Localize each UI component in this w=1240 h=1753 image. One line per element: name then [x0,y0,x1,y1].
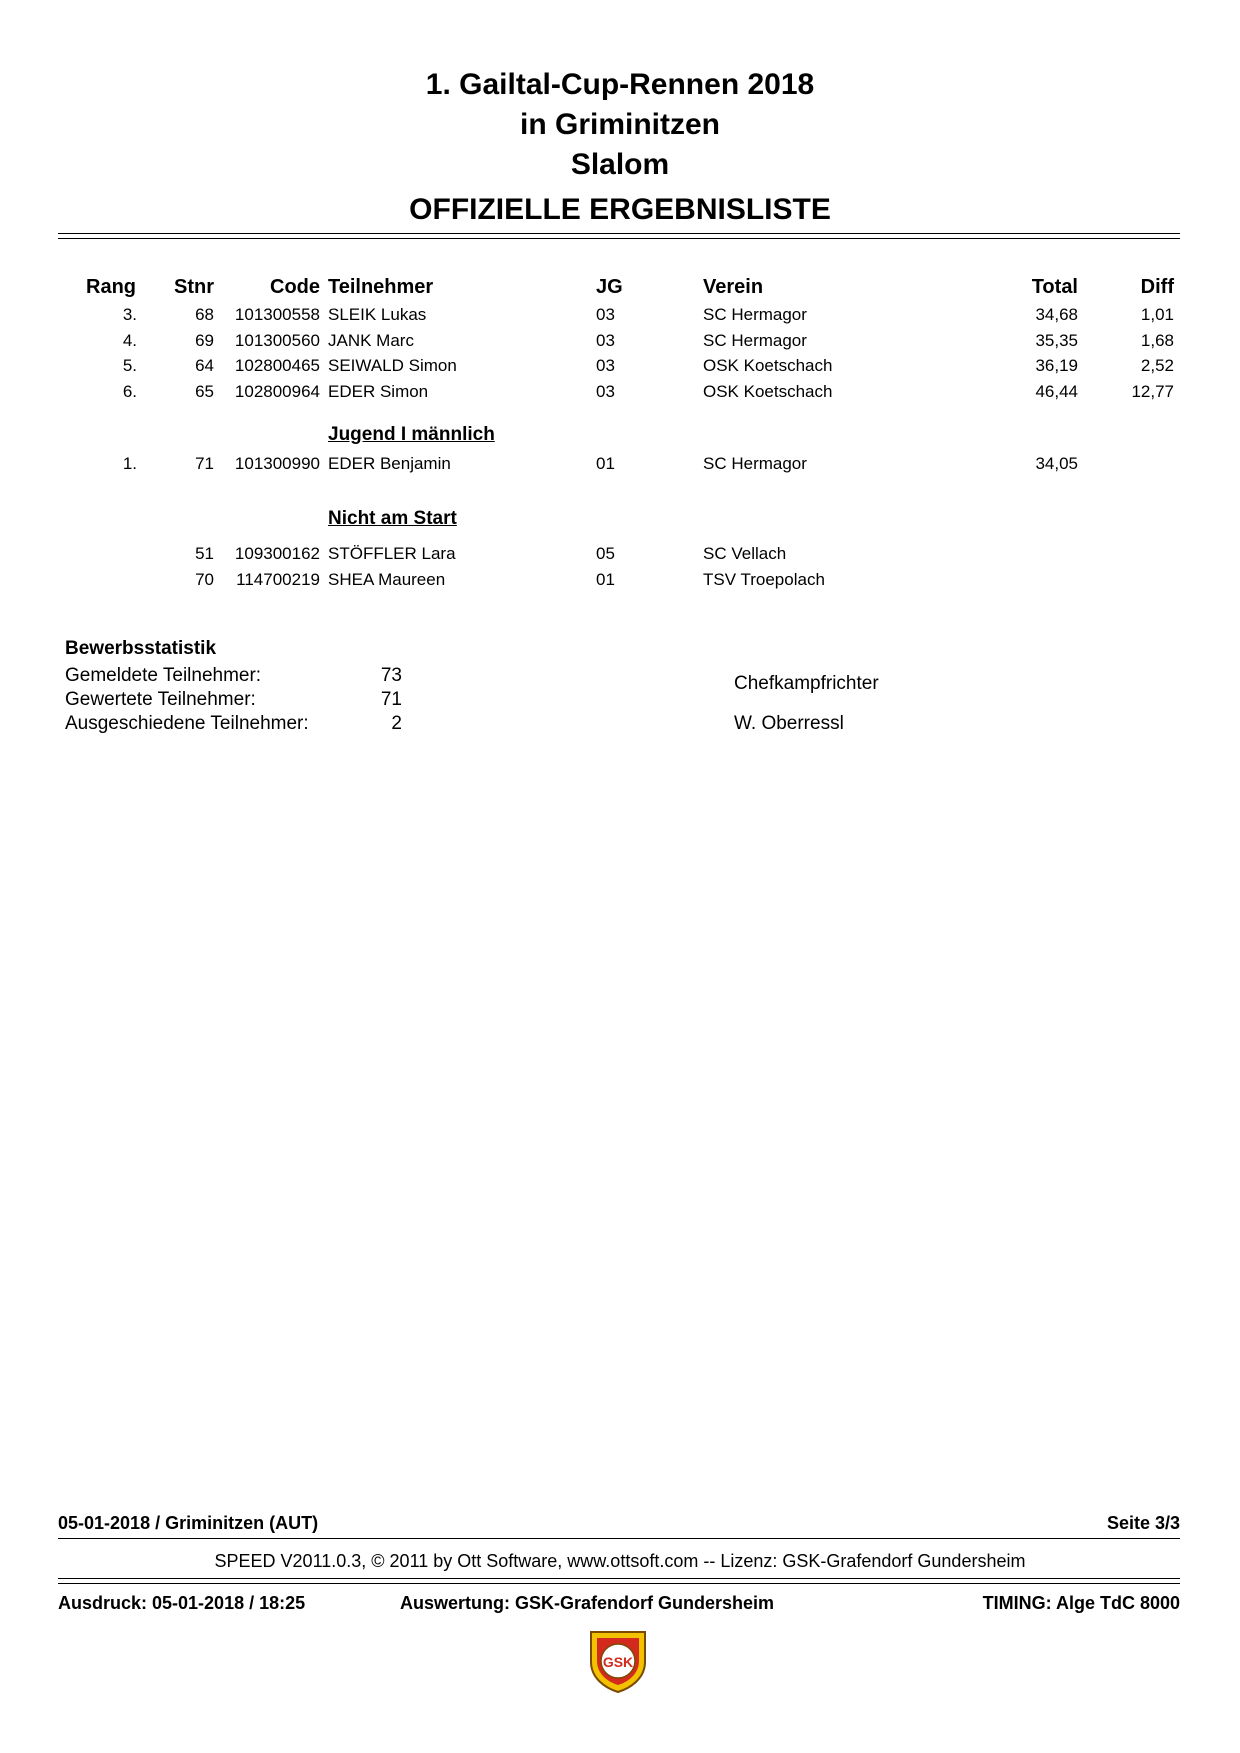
cell-diff: 1,68 [1140,330,1174,350]
cell-stnr: 65 [195,381,214,401]
cell-diff: 1,01 [1140,305,1174,324]
cell-stnr: 64 [195,356,214,375]
stat-value: 73 [380,665,402,686]
cell-jg: 03 [596,330,615,350]
cell-teilnehmer: EDER Simon [328,381,429,401]
col-total: Total [1031,276,1078,298]
cell-teilnehmer: SHEA Maureen [328,570,446,589]
cell-total: 34,68 [1035,305,1078,324]
footer-page: Seite 3/3 [1106,1513,1180,1533]
cell-diff: 12,77 [1131,381,1174,401]
event-location: in Griminitzen [519,108,720,141]
cell-verein: SC Hermagor [703,305,807,324]
footer-rule-mid-1 [58,1578,1180,1579]
section-nicht-title: Nicht am Start [328,508,457,529]
cell-jg: 03 [596,381,615,401]
event-title: 1. Gailtal-Cup-Rennen 2018 [425,68,815,101]
stat-label: Gewertete Teilnehmer: [65,689,256,710]
stats-title: Bewerbsstatistik [65,638,217,659]
gsk-logo [585,1628,651,1694]
cell-total: 35,35 [1035,330,1078,350]
footer-rule-mid-2 [58,1583,1180,1584]
cell-jg: 01 [596,454,615,473]
footer-rule-top [58,1538,1180,1539]
stat-value: 71 [380,689,402,710]
cell-stnr: 70 [195,570,214,589]
header-rule-top [58,233,1180,234]
section-jugend-title: Jugend I männlich [328,424,495,445]
cell-rang: 6. [122,381,137,401]
cell-stnr: 71 [195,454,214,473]
cell-stnr: 69 [195,330,214,350]
cell-jg: 03 [596,305,615,324]
cell-jg: 03 [596,356,615,375]
cell-total: 36,19 [1035,356,1078,375]
cell-code: 102800964 [234,381,320,401]
cell-jg: 05 [596,544,615,563]
col-rang: Rang [86,276,136,298]
cell-verein: OSK Koetschach [703,381,833,401]
footer-software: SPEED V2011.0.3, © 2011 by Ott Software, www.ottsoft.com -- Lizenz: GSK-Grafendorf Gundersheim [214,1551,1026,1571]
col-teilnehmer: Teilnehmer [328,276,434,298]
cell-verein: SC Vellach [703,544,787,563]
cell-stnr: 68 [195,305,214,324]
cell-rang: 3. [122,305,137,324]
col-verein: Verein [703,276,764,298]
cell-rang: 5. [122,356,137,375]
col-stnr: Stnr [174,276,214,298]
footer-timing: TIMING: Alge TdC 8000 [982,1593,1180,1613]
cell-diff: 2,52 [1140,356,1174,375]
footer-ausdruck: Ausdruck: 05-01-2018 / 18:25 [58,1593,306,1613]
official-role: Chefkampfrichter [734,673,879,694]
cell-total: 46,44 [1035,381,1078,401]
cell-teilnehmer: SEIWALD Simon [328,356,457,375]
document-title: OFFIZIELLE ERGEBNISLISTE [409,193,831,226]
footer-date-place: 05-01-2018 / Griminitzen (AUT) [58,1513,319,1533]
col-diff: Diff [1140,276,1174,298]
cell-teilnehmer: STÖFFLER Lara [328,544,456,563]
cell-teilnehmer: SLEIK Lukas [328,305,427,324]
cell-rang: 1. [122,454,137,473]
stat-value: 2 [391,713,402,734]
cell-teilnehmer: JANK Marc [328,330,414,350]
cell-teilnehmer: EDER Benjamin [328,454,451,473]
cell-verein: TSV Troepolach [703,570,825,589]
cell-rang: 4. [122,330,137,350]
cell-code: 102800465 [234,356,320,375]
cell-verein: SC Hermagor [703,330,807,350]
cell-code: 114700219 [236,570,320,589]
cell-code: 101300558 [234,305,320,324]
footer-auswertung: Auswertung: GSK-Grafendorf Gundersheim [400,1593,775,1613]
cell-verein: OSK Koetschach [703,356,833,375]
col-jg: JG [596,276,623,298]
cell-jg: 01 [596,570,615,589]
cell-code: 101300560 [234,330,320,350]
col-code: Code [270,276,320,298]
header-rule-bottom [58,238,1180,239]
event-discipline: Slalom [570,148,670,181]
gsk-logo-text: GSK [602,1654,634,1670]
cell-code: 101300990 [234,454,320,473]
stat-label: Ausgeschiedene Teilnehmer: [65,713,309,734]
cell-total: 34,05 [1035,454,1078,473]
official-name: W. Oberressl [734,713,844,734]
cell-stnr: 51 [195,544,214,563]
stat-label: Gemeldete Teilnehmer: [65,665,262,686]
cell-verein: SC Hermagor [703,454,807,473]
cell-code: 109300162 [234,544,320,563]
